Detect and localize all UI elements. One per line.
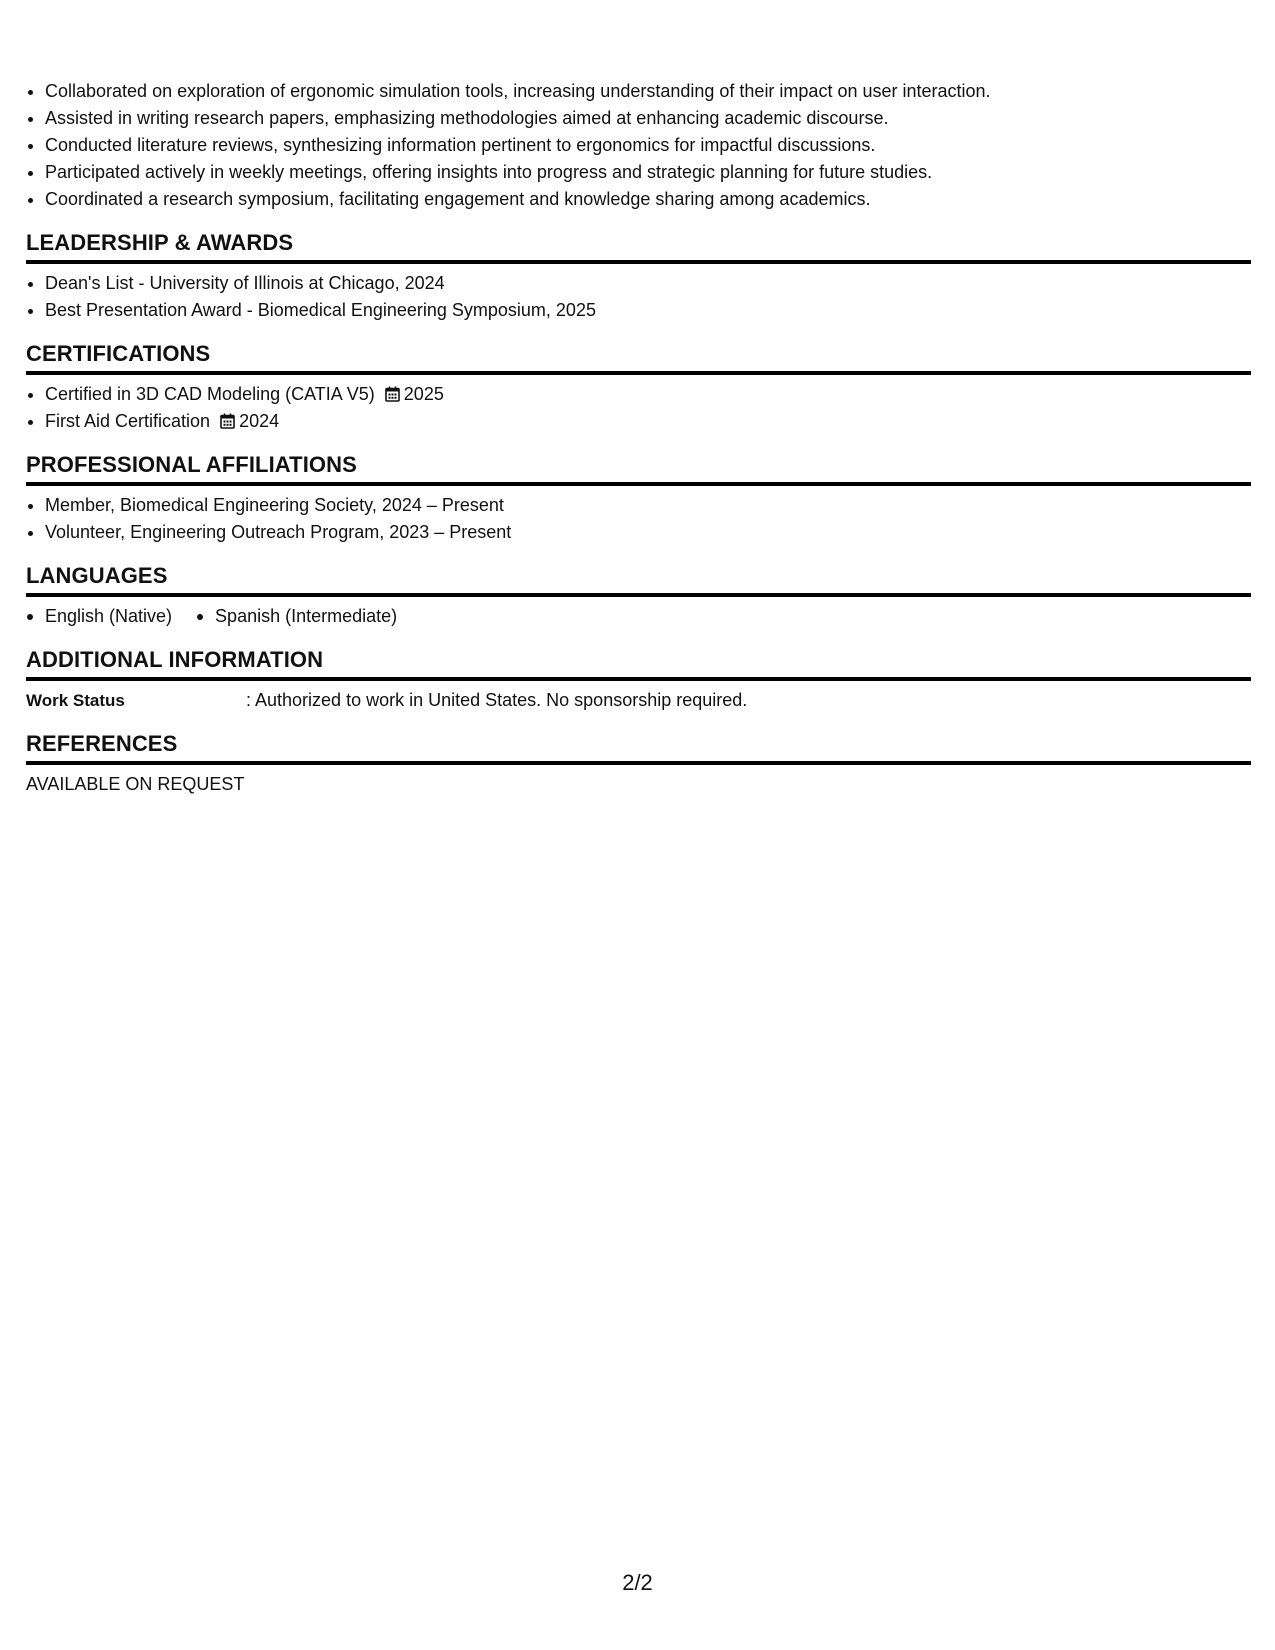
experience-bullet: • Assisted in writing research papers, emphasizing methodologies aimed at enhancing academic discourse. (45, 105, 1251, 132)
language-item: English (Native) (26, 603, 172, 630)
work-status-row (26, 687, 1251, 714)
leadership-list (26, 270, 1251, 324)
certifications-list (26, 381, 1251, 435)
references-section (26, 730, 1251, 798)
page-number: 2/2 (622, 1570, 653, 1595)
references-text: AVAILABLE ON REQUEST (26, 774, 245, 794)
leadership-section (26, 229, 1251, 324)
resume-page (26, 78, 1251, 798)
leadership-heading: LEADERSHIP & AWARDS (26, 229, 1251, 264)
experience-bullet-list (26, 78, 1251, 213)
references-heading: REFERENCES (26, 730, 1251, 765)
certification-year: 2024 (239, 411, 280, 431)
experience-bullet: • Conducted literature reviews, synthesizing information pertinent to ergonomics for impactful discussions. (45, 132, 1251, 159)
experience-bullet: • Participated actively in weekly meetings, offering insights into progress and strategic planning for future studies. (45, 159, 1251, 186)
leadership-item: • Dean's List - University of Illinois at Chicago, 2024 (45, 270, 1251, 297)
experience-bullet: • Collaborated on exploration of ergonomic simulation tools, increasing understanding of their impact on user interaction. (45, 78, 1251, 105)
affiliations-section (26, 451, 1251, 546)
additional-info-heading: ADDITIONAL INFORMATION (26, 646, 1251, 681)
affiliation-item: • Volunteer, Engineering Outreach Program, 2023 – Present (45, 519, 1251, 546)
certification-item (45, 381, 1251, 408)
work-status-value: : Authorized to work in United States. No sponsorship required. (246, 690, 748, 710)
certification-year: 2025 (403, 384, 444, 404)
affiliations-list (26, 492, 1251, 546)
certification-name: First Aid Certification (45, 411, 211, 431)
certification-item (45, 408, 1251, 435)
work-status-label: Work Status (26, 691, 125, 710)
language-item: Spanish (Intermediate) (196, 603, 397, 630)
certifications-heading: CERTIFICATIONS (26, 340, 1251, 375)
affiliations-heading: PROFESSIONAL AFFILIATIONS (26, 451, 1251, 486)
calendar-icon (220, 413, 235, 429)
languages-section (26, 562, 1251, 630)
languages-list (26, 603, 1251, 630)
languages-heading: LANGUAGES (26, 562, 1251, 597)
experience-bullet: • Coordinated a research symposium, facilitating engagement and knowledge sharing among academics. (45, 186, 1251, 213)
affiliation-item: • Member, Biomedical Engineering Society, 2024 – Present (45, 492, 1251, 519)
additional-info-section (26, 646, 1251, 714)
leadership-item: • Best Presentation Award - Biomedical Engineering Symposium, 2025 (45, 297, 1251, 324)
calendar-icon (385, 386, 400, 402)
certifications-section (26, 340, 1251, 435)
certification-name: Certified in 3D CAD Modeling (CATIA V5) (45, 384, 375, 404)
